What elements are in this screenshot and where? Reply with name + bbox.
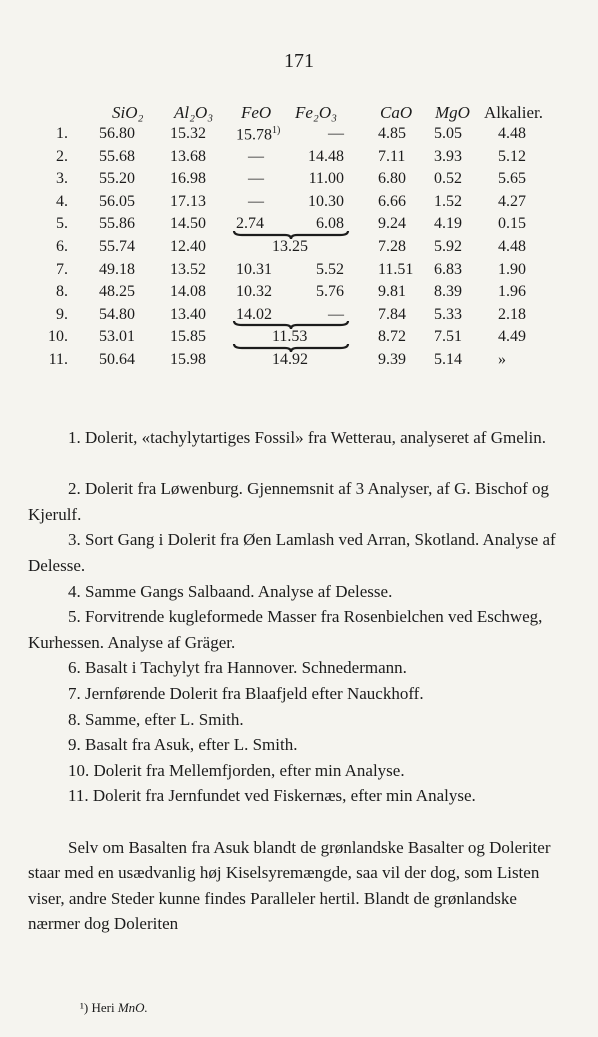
cell-sio2: 55.74 bbox=[99, 238, 135, 255]
cell-al2o3: 13.52 bbox=[170, 260, 206, 278]
cell-cao: 11.51 bbox=[378, 260, 414, 278]
note-number: 10. bbox=[68, 760, 94, 780]
cell-feo-fe2o3-combined: 11.53 bbox=[272, 328, 308, 346]
footnote-mark: ¹) bbox=[80, 1000, 89, 1015]
cell-mgo: 8.39 bbox=[434, 283, 462, 301]
header-alkalier: Alkalier. bbox=[484, 103, 544, 122]
cell-mgo: 0.52 bbox=[434, 170, 462, 188]
cell-fe2o3: 14.48 bbox=[308, 147, 344, 165]
note-number: 2. bbox=[68, 479, 85, 499]
note-item bbox=[28, 655, 570, 681]
footnote-formula: MnO. bbox=[117, 1000, 148, 1015]
note-number: 4. bbox=[68, 581, 85, 601]
note-number: 3. bbox=[68, 530, 85, 550]
footnote-ref: 1) bbox=[272, 125, 281, 136]
note-number: 9. bbox=[68, 735, 85, 755]
note-text: Forvitrende kugleformede Masser fra Rosenbielchen ved Eschweg, Kurhessen. Analyse af Gräger. bbox=[28, 607, 543, 652]
cell-feo-fe2o3-combined: 14.92 bbox=[272, 351, 308, 368]
header-sio2: SiO₂ bbox=[112, 103, 144, 122]
cell-alkalier: 1.90 bbox=[498, 260, 526, 278]
note-text: Sort Gang i Dolerit fra Øen Lamlash ved Arran, Skotland. Analyse af Delesse. bbox=[28, 530, 556, 575]
row-number: 2. bbox=[56, 147, 68, 165]
row-number: 5. bbox=[56, 215, 68, 233]
note-text: Jernførende Dolerit fra Blaafjeld efter Nauckhoff. bbox=[85, 684, 424, 703]
cell-alkalier: 2.18 bbox=[498, 305, 526, 323]
cell-mgo: 1.52 bbox=[434, 192, 462, 210]
row-number: 9. bbox=[56, 305, 68, 323]
note-number: 1. bbox=[68, 428, 85, 447]
note-text: Dolerit fra Mellemfjorden, efter min Analyse. bbox=[93, 760, 405, 780]
cell-al2o3: 12.40 bbox=[170, 238, 206, 255]
note-item bbox=[28, 758, 570, 784]
cell-alkalier: 4.48 bbox=[498, 125, 526, 142]
cell-sio2: 55.86 bbox=[99, 215, 135, 233]
note-number: 8. bbox=[68, 709, 85, 729]
note-text: Dolerit fra Løwenburg. Gjennemsnit af 3 Analyser, af G. Bischof og Kjerulf. bbox=[28, 479, 550, 524]
cell-alkalier: 5.65 bbox=[498, 170, 526, 188]
cell-mgo: 6.83 bbox=[434, 260, 462, 278]
cell-mgo: 4.19 bbox=[434, 215, 462, 233]
row-number: 7. bbox=[56, 260, 68, 278]
cell-al2o3: 16.98 bbox=[170, 170, 206, 188]
cell-cao: 9.81 bbox=[378, 283, 406, 301]
cell-fe2o3: 10.30 bbox=[308, 192, 344, 210]
cell-feo: 10.32 bbox=[236, 283, 272, 301]
cell-cao: 8.72 bbox=[378, 328, 406, 346]
cell-cao: 7.28 bbox=[378, 238, 406, 255]
cell-sio2: 49.18 bbox=[99, 260, 135, 278]
cell-al2o3: 13.40 bbox=[170, 305, 206, 323]
cell-al2o3: 17.13 bbox=[170, 192, 206, 210]
cell-sio2: 55.20 bbox=[99, 170, 135, 188]
cell-al2o3: 15.32 bbox=[170, 125, 206, 142]
note-item bbox=[28, 732, 570, 758]
cell-feo: — bbox=[248, 147, 264, 165]
header-feo: FeO bbox=[241, 103, 272, 122]
note-item bbox=[28, 707, 570, 733]
cell-fe2o3: 5.76 bbox=[316, 283, 344, 301]
cell-sio2: 53.01 bbox=[99, 328, 135, 346]
note-text: Basalt fra Asuk, efter L. Smith. bbox=[85, 735, 298, 755]
header-al2o3: Al₂O₃ bbox=[174, 103, 214, 122]
cell-feo: 14.02 bbox=[236, 305, 272, 323]
row-number: 1. bbox=[56, 125, 68, 142]
note-item bbox=[28, 425, 570, 451]
cell-feo: — bbox=[248, 192, 264, 210]
note-item bbox=[28, 681, 570, 707]
header-fe2o3: Fe₂O₃ bbox=[295, 103, 338, 122]
cell-fe2o3: — bbox=[328, 125, 344, 142]
note-text: Samme, efter L. Smith. bbox=[85, 709, 244, 729]
cell-sio2: 56.05 bbox=[99, 192, 135, 210]
brace bbox=[232, 230, 350, 240]
body-paragraph: Selv om Basalten fra Asuk blandt de grønlandske Basalter og Doleriter staar med en usædvanlig høj Kiselsyremængde, saa vil der dog, som Listen viser, andre Steder kunne findes Paralleler hertil. Blandt de grønlandske nærmer dog Doleriten bbox=[28, 837, 551, 934]
note-text: Dolerit, «tachylytartiges Fossil» fra Wetterau, analyseret af Gmelin. bbox=[85, 428, 546, 447]
cell-fe2o3: 5.52 bbox=[316, 260, 344, 278]
row-number: 4. bbox=[56, 192, 68, 210]
cell-feo: 15.78$^{1)}$ bbox=[236, 125, 281, 144]
cell-alkalier: 5.12 bbox=[498, 147, 526, 165]
cell-alkalier: 0.15 bbox=[498, 215, 526, 233]
brace bbox=[232, 343, 350, 353]
cell-al2o3: 14.08 bbox=[170, 283, 206, 301]
cell-mgo: 5.33 bbox=[434, 305, 462, 323]
cell-al2o3: 14.50 bbox=[170, 215, 206, 233]
row-number: 10. bbox=[48, 328, 68, 346]
cell-cao: 4.85 bbox=[378, 125, 406, 142]
cell-sio2: 48.25 bbox=[99, 283, 135, 301]
cell-mgo: 7.51 bbox=[434, 328, 462, 346]
row-number: 11. bbox=[48, 351, 68, 368]
note-number: 5. bbox=[68, 607, 85, 627]
cell-feo: — bbox=[248, 170, 264, 188]
note-number: 6. bbox=[68, 658, 85, 678]
cell-sio2: 55.68 bbox=[99, 147, 135, 165]
note-item bbox=[28, 604, 570, 655]
cell-cao: 6.66 bbox=[378, 192, 406, 210]
header-cao: CaO bbox=[380, 103, 413, 122]
cell-fe2o3: — bbox=[328, 305, 344, 323]
cell-mgo: 5.05 bbox=[434, 125, 462, 142]
cell-feo-fe2o3-combined: 13.25 bbox=[272, 238, 308, 255]
cell-feo: 10.31 bbox=[236, 260, 272, 278]
row-number: 3. bbox=[56, 170, 68, 188]
cell-cao: 7.84 bbox=[378, 305, 406, 323]
row-number: 8. bbox=[56, 283, 68, 301]
note-item bbox=[28, 783, 570, 809]
cell-sio2: 50.64 bbox=[99, 351, 135, 368]
note-text: Basalt i Tachylyt fra Hannover. Schnedermann. bbox=[85, 658, 407, 678]
cell-alkalier: 4.27 bbox=[498, 192, 526, 210]
cell-fe2o3: 6.08 bbox=[316, 215, 344, 233]
note-number: 7. bbox=[68, 684, 85, 703]
row-number: 6. bbox=[56, 238, 68, 255]
cell-alkalier: 4.48 bbox=[498, 238, 526, 255]
note-text: Samme Gangs Salbaand. Analyse af Delesse. bbox=[85, 581, 393, 601]
note-item bbox=[28, 476, 570, 527]
cell-cao: 9.39 bbox=[378, 351, 406, 368]
footnote bbox=[80, 1000, 148, 1016]
note-text: Dolerit fra Jernfundet ved Fiskernæs, efter min Analyse. bbox=[92, 786, 476, 806]
cell-mgo: 5.14 bbox=[434, 351, 462, 368]
note-item bbox=[28, 579, 570, 605]
note-number: 11. bbox=[68, 786, 93, 806]
cell-al2o3: 15.85 bbox=[170, 328, 206, 346]
cell-mgo: 5.92 bbox=[434, 238, 462, 255]
cell-cao: 9.24 bbox=[378, 215, 406, 233]
cell-alkalier: 1.96 bbox=[498, 283, 526, 301]
cell-cao: 6.80 bbox=[378, 170, 406, 188]
cell-alkalier: » bbox=[498, 351, 506, 368]
cell-sio2: 54.80 bbox=[99, 305, 135, 323]
brace bbox=[232, 320, 350, 330]
cell-feo: 2.74 bbox=[236, 215, 264, 233]
footnote-text: Heri bbox=[91, 1000, 115, 1015]
cell-cao: 7.11 bbox=[378, 147, 406, 165]
cell-mgo: 3.93 bbox=[434, 147, 462, 165]
cell-alkalier: 4.49 bbox=[498, 328, 526, 346]
cell-fe2o3: 11.00 bbox=[308, 170, 344, 188]
cell-sio2: 56.80 bbox=[99, 125, 135, 142]
cell-al2o3: 15.98 bbox=[170, 351, 206, 368]
header-mgo: MgO bbox=[435, 103, 470, 122]
page-number: 171 bbox=[284, 50, 314, 72]
cell-al2o3: 13.68 bbox=[170, 147, 206, 165]
note-item bbox=[28, 527, 570, 578]
